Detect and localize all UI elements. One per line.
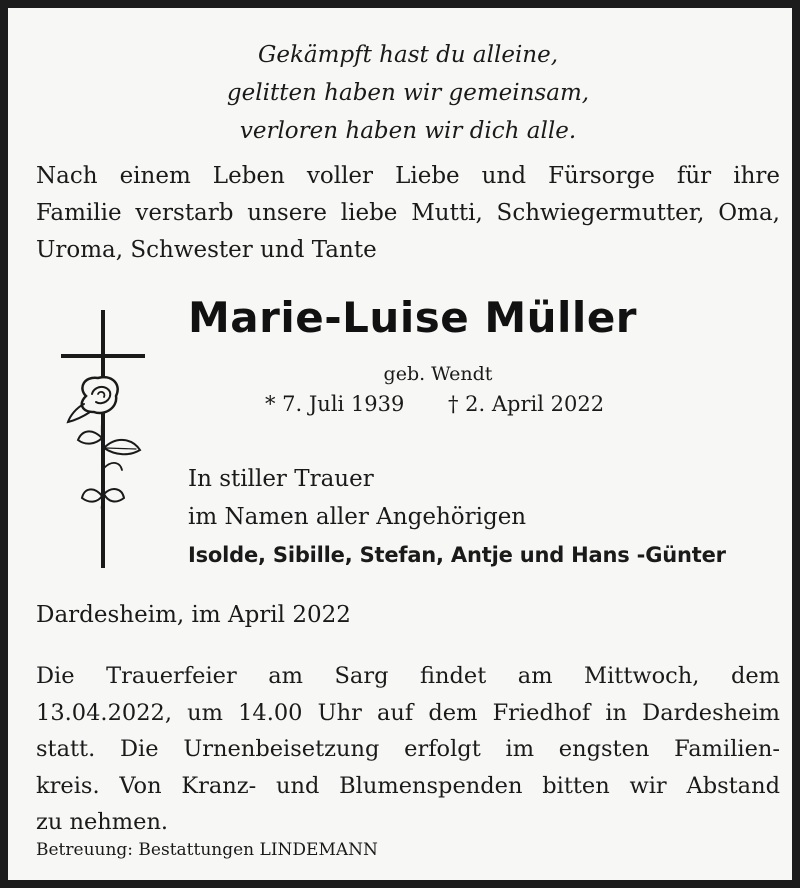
poem xyxy=(8,36,800,150)
intro-line: Uroma, Schwester und Tante xyxy=(36,237,377,263)
funeral-service-text xyxy=(36,658,780,841)
place-date: Dardesheim, im April 2022 xyxy=(36,602,351,628)
poem-line: gelitten haben wir gemeinsam, xyxy=(226,80,590,106)
service-line: 13.04.2022, um 14.00 Uhr auf dem Friedhof in Dardesheim xyxy=(36,699,780,726)
intro-line: Nach einem Leben voller Liebe und Fürsorge für ihre xyxy=(36,163,780,189)
service-line: statt. Die Urnenbeisetzung erfolgt im engsten Familien- xyxy=(36,736,780,762)
birth-date: * 7. Juli 1939 xyxy=(265,392,405,416)
intro-line: Familie verstarb unsere liebe Mutti, Schwiegermutter, Oma, xyxy=(36,200,780,226)
birth-name: geb. Wendt xyxy=(383,363,493,385)
mourning-text xyxy=(188,460,526,536)
death-date: † 2. April 2022 xyxy=(448,392,605,416)
poem-line: Gekämpft hast du alleine, xyxy=(257,42,559,68)
service-line: Die Trauerfeier am Sarg findet am Mittwoch, dem xyxy=(36,663,780,689)
cross-with-rose-icon xyxy=(56,308,156,573)
undertaker-credit: Betreuung: Bestattungen LINDEMANN xyxy=(36,840,378,860)
service-line: kreis. Von Kranz- und Blumenspenden bitten wir Abstand xyxy=(36,772,780,799)
poem-line: verloren haben wir dich alle. xyxy=(239,118,577,144)
service-line: zu nehmen. xyxy=(36,809,169,835)
mourning-line: im Namen aller Angehörigen xyxy=(188,504,527,530)
deceased-name: Marie-Luise Müller xyxy=(188,293,638,342)
mourner-names: Isolde, Sibille, Stefan, Antje und Hans -Günter xyxy=(188,543,726,567)
mourning-line: In stiller Trauer xyxy=(188,466,374,492)
intro-text xyxy=(36,158,780,269)
